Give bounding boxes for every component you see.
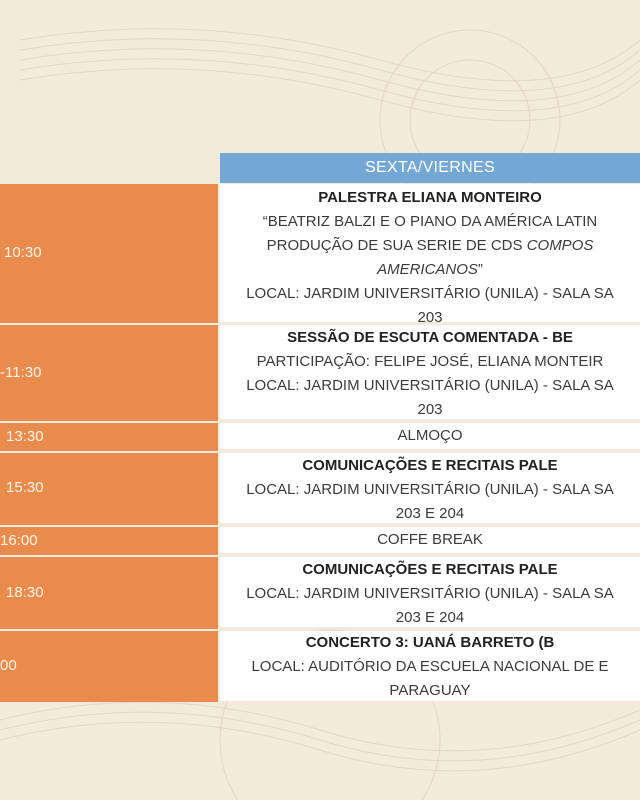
event-text-italic: COMPOS <box>526 237 594 254</box>
event-cell-concerto <box>220 631 640 701</box>
event-location: LOCAL: JARDIM UNIVERSITÁRIO (UNILA) - SALA SA <box>246 481 614 498</box>
event-cell-coffee-break <box>220 527 640 553</box>
day-header <box>220 153 640 183</box>
event-location: LOCAL: JARDIM UNIVERSITÁRIO (UNILA) - SALA SA <box>246 285 614 302</box>
time-cell <box>0 557 218 629</box>
event-cell-almoco <box>220 423 640 449</box>
event-cell-comunicacoes-1 <box>220 453 640 523</box>
event-cell-comunicacoes-2 <box>220 557 640 627</box>
event-text: PRODUÇÃO DE SUA SERIE DE CDS <box>266 237 527 254</box>
event-title: CONCERTO 3: UANÁ BARRETO (B <box>305 634 555 651</box>
event-room: 203 <box>417 401 443 418</box>
event-room: 203 <box>417 309 443 322</box>
time-label: 15:30 <box>6 479 44 496</box>
event-title: ALMOÇO <box>397 427 463 444</box>
event-title: COFFE BREAK <box>377 531 483 548</box>
event-line: “BEATRIZ BALZI E O PIANO DA AMÉRICA LATIN <box>262 213 598 230</box>
event-title: COMUNICAÇÕES E RECITAIS PALE <box>302 457 558 474</box>
time-label: 10:30 <box>4 244 42 261</box>
time-label: 00 <box>0 657 17 674</box>
event-line <box>220 258 640 282</box>
event-title: PALESTRA ELIANA MONTEIRO <box>318 189 542 206</box>
time-label: 16:00 <box>0 532 38 549</box>
time-label: -11:30 <box>0 364 42 381</box>
event-cell-escuta <box>220 325 640 419</box>
event-room: 203 E 204 <box>395 505 465 522</box>
day-header-label: SEXTA/VIERNES <box>365 159 495 176</box>
event-room: PARAGUAY <box>389 682 471 699</box>
time-cell <box>0 631 218 702</box>
event-location: LOCAL: JARDIM UNIVERSITÁRIO (UNILA) - SALA SA <box>246 377 614 394</box>
time-label: 13:30 <box>6 428 44 445</box>
time-cell <box>0 325 218 421</box>
event-text-italic: AMERICANOS <box>377 261 478 278</box>
time-cell <box>0 527 218 555</box>
event-cell-palestra <box>220 184 640 322</box>
event-title: COMUNICAÇÕES E RECITAIS PALE <box>302 561 558 578</box>
time-cell <box>0 453 218 525</box>
event-text: ” <box>477 261 483 278</box>
time-cell <box>0 423 218 451</box>
event-line <box>220 234 640 258</box>
event-line: PARTICIPAÇÃO: FELIPE JOSÉ, ELIANA MONTEIR <box>256 353 604 370</box>
event-location: LOCAL: JARDIM UNIVERSITÁRIO (UNILA) - SALA SA <box>246 585 614 602</box>
event-title: SESSÃO DE ESCUTA COMENTADA - BE <box>287 329 573 346</box>
time-label: 18:30 <box>6 584 44 601</box>
time-cell <box>0 184 218 324</box>
time-column <box>0 184 218 702</box>
event-room: 203 E 204 <box>395 609 465 626</box>
event-location: LOCAL: AUDITÓRIO DA ESCUELA NACIONAL DE E <box>251 658 609 675</box>
